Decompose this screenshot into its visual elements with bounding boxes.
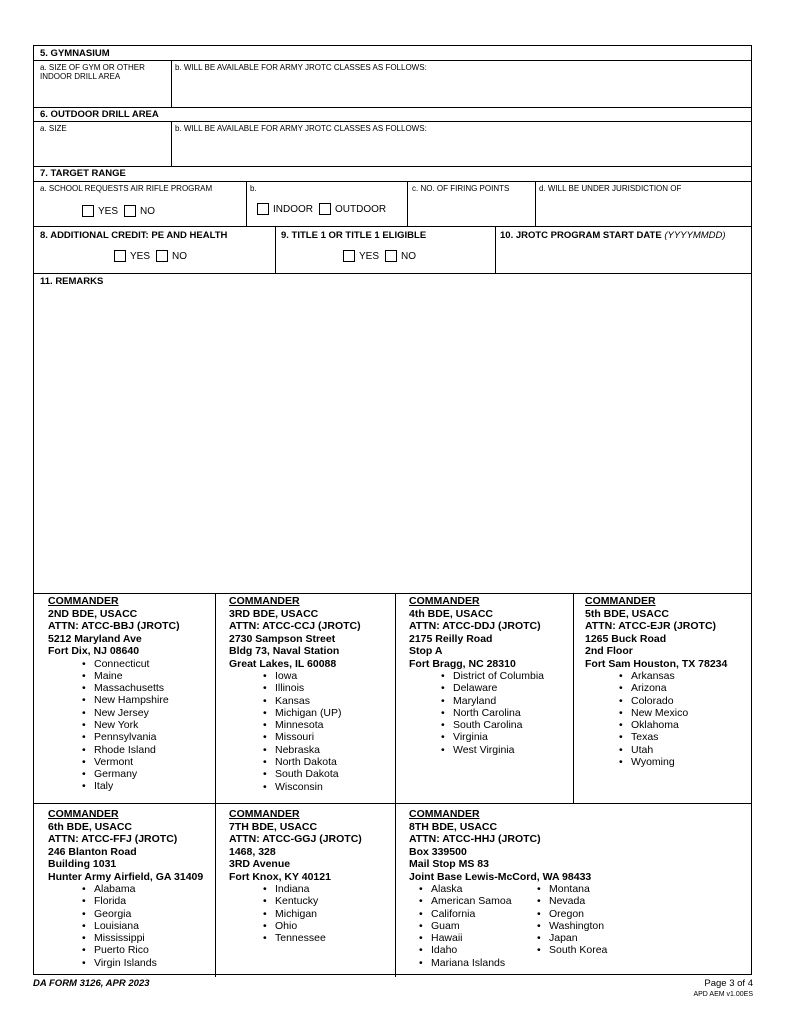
- list-item: • District of Columbia: [441, 670, 544, 682]
- list-item: • West Virginia: [441, 744, 544, 756]
- pe-health-no-option[interactable]: NO: [156, 250, 187, 262]
- air-rifle-label: a. SCHOOL REQUESTS AIR RIFLE PROGRAM: [40, 184, 213, 193]
- list-item: • Montana: [537, 883, 607, 895]
- range-outdoor-option[interactable]: OUTDOOR: [319, 203, 386, 215]
- air-rifle-yes-option[interactable]: YES: [82, 205, 118, 217]
- state-list: [82, 658, 180, 793]
- air-rifle-no-option[interactable]: NO: [124, 205, 155, 217]
- state-list: [419, 883, 537, 969]
- state-list: [82, 883, 203, 969]
- firing-points-label: c. NO. OF FIRING POINTS: [412, 184, 510, 193]
- list-item: • Virginia: [441, 731, 544, 743]
- list-item: • Nevada: [537, 895, 607, 907]
- list-item: • Germany: [82, 768, 180, 780]
- list-item: • Iowa: [263, 670, 361, 682]
- drill-area-availability-field[interactable]: [174, 136, 748, 163]
- list-item: • New Hampshire: [82, 694, 180, 706]
- range-outdoor-checkbox[interactable]: [319, 203, 331, 215]
- list-item: • Utah: [619, 744, 727, 756]
- commander-3rd-bde: COMMANDER 3RD BDE, USACC ATTN: ATCC-CCJ (JROTC) 2730 Sampson Street Bldg 73, Naval Station Great Lakes, IL 60088 • Iowa • Illinois • Kansas • Michigan (UP) • Minnesota • Missouri • Nebraska • North Dakota • South Dakota • Wisconsin: [229, 595, 361, 793]
- range-indoor-option[interactable]: INDOOR: [257, 203, 313, 215]
- list-item: • New York: [82, 719, 180, 731]
- firing-points-field[interactable]: [410, 196, 532, 224]
- list-item: • Pennsylvania: [82, 731, 180, 743]
- list-item: • Missouri: [263, 731, 361, 743]
- list-item: • Idaho: [419, 944, 537, 956]
- list-item: • Guam: [419, 920, 537, 932]
- commander-6th-bde: COMMANDER 6th BDE, USACC ATTN: ATCC-FFJ (JROTC) 246 Blanton Road Building 1031 Hunter Army Airfield, GA 31409 • Alabama • Florida • Georgia • Louisiana • Mississippi • Puerto Rico • Virgin Islands: [48, 808, 203, 969]
- section-10-title: 10. JROTC PROGRAM START DATE (YYYYMMDD): [500, 230, 726, 241]
- drill-area-size-field[interactable]: [36, 136, 168, 163]
- commander-4th-bde: COMMANDER 4th BDE, USACC ATTN: ATCC-DDJ (JROTC) 2175 Reilly Road Stop A Fort Bragg, NC 28310 • District of Columbia • Delaware • Maryland • North Carolina • South Carolina • Virginia • West Virginia: [409, 595, 544, 756]
- list-item: • South Carolina: [441, 719, 544, 731]
- list-item: • California: [419, 908, 537, 920]
- list-item: • South Dakota: [263, 768, 361, 780]
- gym-size-field[interactable]: [36, 76, 168, 104]
- list-item: • Maine: [82, 670, 180, 682]
- commander-2nd-bde: COMMANDER 2ND BDE, USACC ATTN: ATCC-BBJ (JROTC) 5212 Maryland Ave Fort Dix, NJ 08640 • Connecticut • Maine • Massachusetts • New Hampshire • New Jersey • New York • Pennsylvania • Rhode Island • Vermont • Germany • Italy: [48, 595, 180, 793]
- list-item: • Indiana: [263, 883, 362, 895]
- section-7-title: 7. TARGET RANGE: [40, 168, 126, 179]
- list-item: • Massachusetts: [82, 682, 180, 694]
- air-rifle-yes-checkbox[interactable]: [82, 205, 94, 217]
- list-item: • North Dakota: [263, 756, 361, 768]
- page-number: Page 3 of 4: [704, 978, 753, 989]
- title1-yes-checkbox[interactable]: [343, 250, 355, 262]
- title1-no-option[interactable]: NO: [385, 250, 416, 262]
- list-item: • Italy: [82, 780, 180, 792]
- drill-area-size-label: a. SIZE: [40, 124, 67, 133]
- list-item: • New Mexico: [619, 707, 727, 719]
- list-item: • Hawaii: [419, 932, 537, 944]
- list-item: • Louisiana: [82, 920, 203, 932]
- state-list: [537, 883, 607, 969]
- list-item: • Virgin Islands: [82, 957, 203, 969]
- section-5-title: 5. GYMNASIUM: [40, 48, 110, 59]
- list-item: • Illinois: [263, 682, 361, 694]
- section-8-title: 8. ADDITIONAL CREDIT: PE AND HEALTH: [40, 230, 228, 241]
- list-item: • South Korea: [537, 944, 607, 956]
- state-list: [441, 670, 544, 756]
- list-item: • Arkansas: [619, 670, 727, 682]
- version-label: APD AEM v1.00ES: [693, 991, 753, 998]
- list-item: • Minnesota: [263, 719, 361, 731]
- jurisdiction-label: d. WILL BE UNDER JURISDICTION OF: [539, 184, 682, 193]
- pe-health-yes-checkbox[interactable]: [114, 250, 126, 262]
- list-item: • Wyoming: [619, 756, 727, 768]
- list-item: • Alabama: [82, 883, 203, 895]
- form-page: [33, 45, 752, 975]
- divider: [34, 60, 751, 61]
- list-item: • Kentucky: [263, 895, 362, 907]
- remarks-field[interactable]: [36, 290, 748, 590]
- range-type-label: b.: [250, 184, 257, 193]
- list-item: • Oregon: [537, 908, 607, 920]
- state-list: [619, 670, 727, 768]
- list-item: • New Jersey: [82, 707, 180, 719]
- list-item: • Mississippi: [82, 932, 203, 944]
- commander-7th-bde: COMMANDER 7TH BDE, USACC ATTN: ATCC-GGJ (JROTC) 1468, 328 3RD Avenue Fort Knox, KY 40121 • Indiana • Kentucky • Michigan • Ohio • Tennessee: [229, 808, 362, 944]
- title1-no-checkbox[interactable]: [385, 250, 397, 262]
- pe-health-no-checkbox[interactable]: [156, 250, 168, 262]
- list-item: • Mariana Islands: [419, 957, 537, 969]
- pe-health-yes-option[interactable]: YES: [114, 250, 150, 262]
- list-item: • Washington: [537, 920, 607, 932]
- list-item: • Puerto Rico: [82, 944, 203, 956]
- form-identifier: DA FORM 3126, APR 2023: [33, 978, 150, 989]
- jurisdiction-field[interactable]: [538, 196, 748, 224]
- list-item: • North Carolina: [441, 707, 544, 719]
- list-item: • Tennessee: [263, 932, 362, 944]
- list-item: • Vermont: [82, 756, 180, 768]
- list-item: • Delaware: [441, 682, 544, 694]
- commander-5th-bde: COMMANDER 5th BDE, USACC ATTN: ATCC-EJR (JROTC) 1265 Buck Road 2nd Floor Fort Sam Houston, TX 78234 • Arkansas • Arizona • Colorado • New Mexico • Oklahoma • Texas • Utah • Wyoming: [585, 595, 727, 768]
- list-item: • Ohio: [263, 920, 362, 932]
- gym-availability-label: b. WILL BE AVAILABLE FOR ARMY JROTC CLASSES AS FOLLOWS:: [175, 63, 427, 72]
- section-11-title: 11. REMARKS: [40, 276, 104, 287]
- list-item: • Wisconsin: [263, 781, 361, 793]
- gym-size-label: a. SIZE OF GYM OR OTHER INDOOR DRILL AREA: [40, 63, 145, 81]
- list-item: • Maryland: [441, 695, 544, 707]
- list-item: • Oklahoma: [619, 719, 727, 731]
- state-list: [263, 670, 361, 793]
- list-item: • Japan: [537, 932, 607, 944]
- list-item: • Kansas: [263, 695, 361, 707]
- list-item: • Texas: [619, 731, 727, 743]
- air-rifle-no-checkbox[interactable]: [124, 205, 136, 217]
- list-item: • Arizona: [619, 682, 727, 694]
- state-list: [263, 883, 362, 944]
- start-date-field[interactable]: [498, 243, 748, 271]
- gym-availability-field[interactable]: [174, 76, 748, 104]
- range-indoor-checkbox[interactable]: [257, 203, 269, 215]
- section-6-title: 6. OUTDOOR DRILL AREA: [40, 109, 159, 120]
- list-item: • Colorado: [619, 695, 727, 707]
- drill-area-availability-label: b. WILL BE AVAILABLE FOR ARMY JROTC CLASSES AS FOLLOWS:: [175, 124, 427, 133]
- list-item: • Georgia: [82, 908, 203, 920]
- page-footer: [693, 978, 753, 1000]
- list-item: • Michigan (UP): [263, 707, 361, 719]
- list-item: • American Samoa: [419, 895, 537, 907]
- list-item: • Rhode Island: [82, 744, 180, 756]
- list-item: • Florida: [82, 895, 203, 907]
- section-9-title: 9. TITLE 1 OR TITLE 1 ELIGIBLE: [281, 230, 427, 241]
- list-item: • Connecticut: [82, 658, 180, 670]
- commander-8th-bde: COMMANDER 8TH BDE, USACC ATTN: ATCC-HHJ (JROTC) Box 339500 Mail Stop MS 83 Joint Base Lewis-McCord, WA 98433 • Alaska • American Samoa • California • Guam • Hawaii • Idaho • Mariana Islands • Montana • Nevada • Oregon • Washington • Japan • South Korea: [409, 808, 744, 969]
- list-item: • Nebraska: [263, 744, 361, 756]
- title1-yes-option[interactable]: YES: [343, 250, 379, 262]
- list-item: • Michigan: [263, 908, 362, 920]
- list-item: • Alaska: [419, 883, 537, 895]
